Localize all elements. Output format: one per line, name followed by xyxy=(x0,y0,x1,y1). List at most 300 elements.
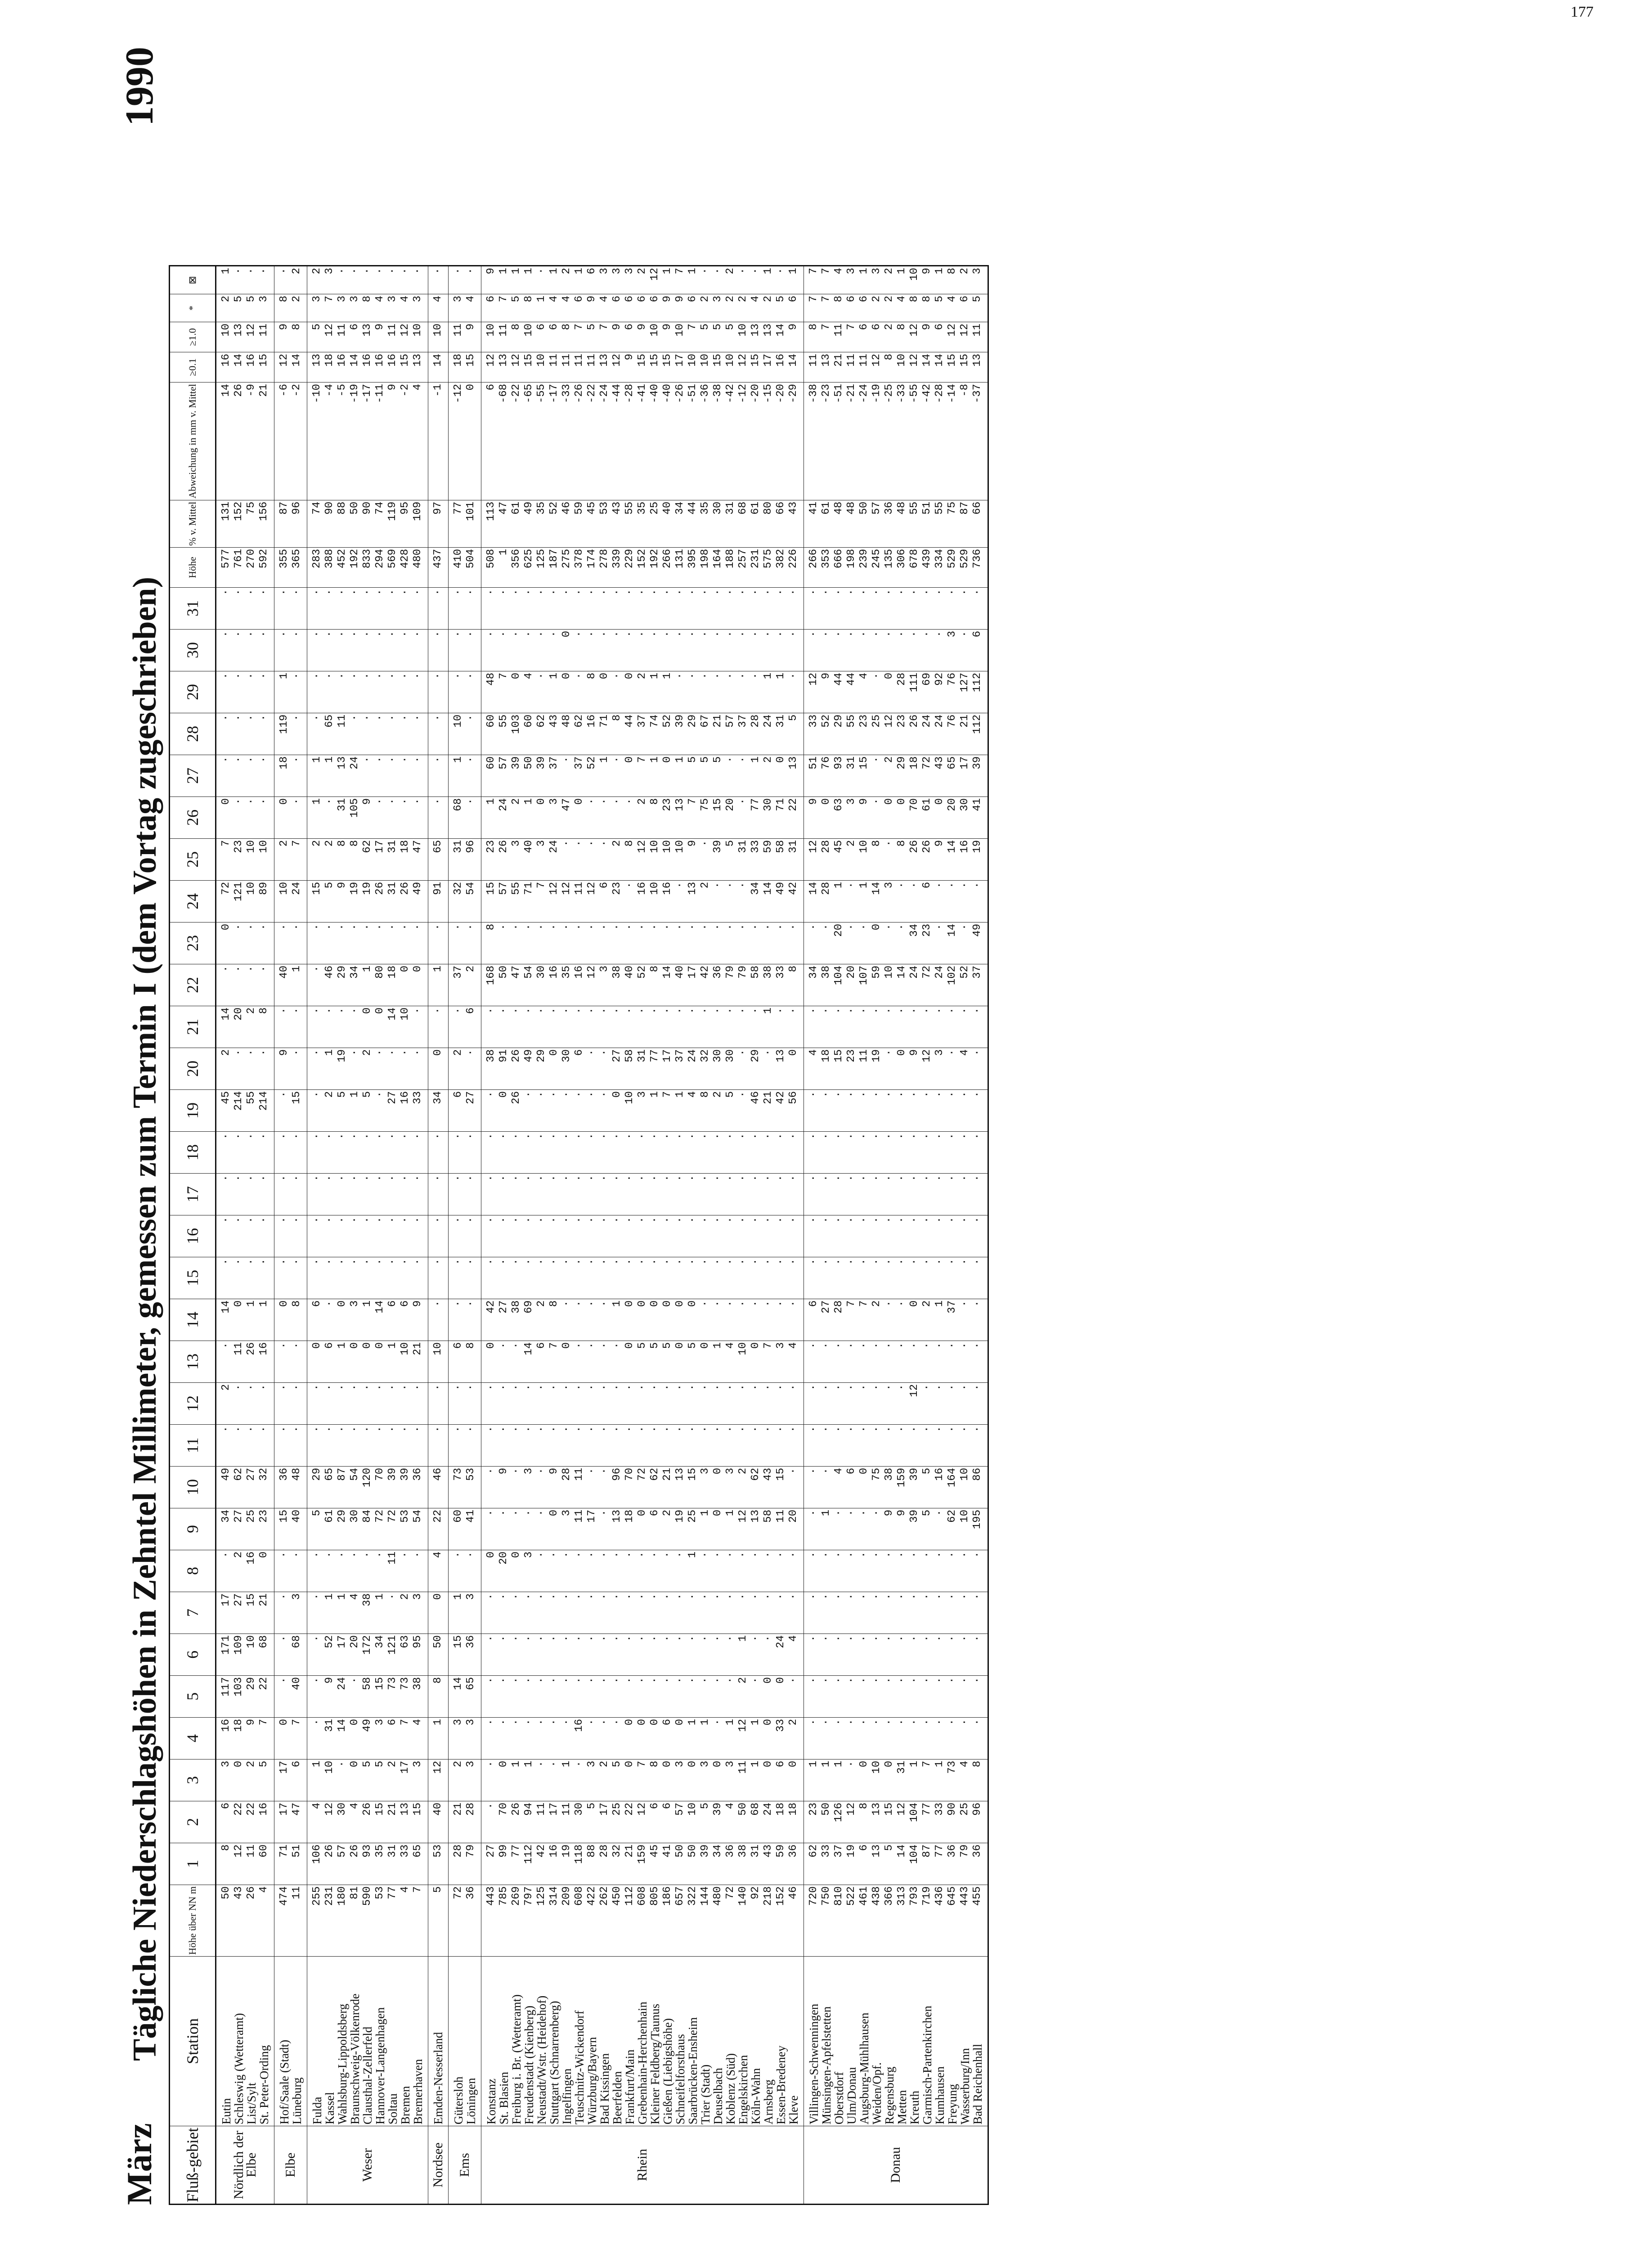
day-1-value: 19 xyxy=(845,1844,857,1858)
day-8-value: · xyxy=(323,1551,336,1558)
day-13-value: 21 xyxy=(412,1342,424,1355)
day-23-value: · xyxy=(245,923,257,931)
day-26-value: 77 xyxy=(750,798,762,811)
day-4-value: 1 xyxy=(724,1719,736,1726)
day-5-value: · xyxy=(908,1677,920,1684)
day-18-value: · xyxy=(611,1133,623,1140)
day-5-value-column xyxy=(449,1675,481,1717)
day-24-value: 121 xyxy=(233,882,245,902)
day-4-value-column xyxy=(307,1717,428,1759)
day-25-value: 19 xyxy=(971,840,983,853)
days-ge10: 6 xyxy=(535,324,548,330)
day-2-value: 5 xyxy=(586,1802,598,1809)
day-30-value: · xyxy=(452,630,464,638)
day-1-value: 28 xyxy=(598,1844,611,1858)
day-3-value: 73 xyxy=(946,1760,958,1774)
day-13-value: · xyxy=(573,1342,585,1349)
day-28-value: · xyxy=(465,714,477,721)
day-13-value: 6 xyxy=(535,1342,548,1349)
day-20-value: · xyxy=(311,1049,323,1056)
day-27-value: 15 xyxy=(858,756,870,770)
days-ge01: 17 xyxy=(674,354,686,367)
day-2-value: 30 xyxy=(573,1802,585,1816)
station-elevation: 474 xyxy=(278,1886,290,1906)
day-4-value: 1 xyxy=(699,1719,711,1726)
day-12-value: · xyxy=(649,1384,661,1391)
day-27-value: 5 xyxy=(687,756,699,763)
day-28-value: 67 xyxy=(699,714,711,728)
day-1-value: 106 xyxy=(311,1844,323,1864)
day-1-value: 32 xyxy=(611,1844,623,1858)
day-30-value: · xyxy=(636,630,648,638)
day-26-value: 47 xyxy=(561,798,573,811)
day-1-value: 59 xyxy=(775,1844,787,1858)
day-28-value: 60 xyxy=(523,714,535,728)
station-name: St. Peter-Ording xyxy=(257,2045,271,2125)
snow-days: 8 xyxy=(921,296,933,302)
day-29-value: 0 xyxy=(561,672,573,680)
day-26-value: 30 xyxy=(762,798,774,811)
day-7-value-column xyxy=(481,1592,804,1634)
day-23-value: · xyxy=(896,923,908,931)
day-1-value: 60 xyxy=(258,1844,270,1858)
day-16-value: · xyxy=(934,1216,946,1224)
day-25-value: 10 xyxy=(258,840,270,853)
day-22-value: 107 xyxy=(858,965,870,986)
day-10-value: 9 xyxy=(548,1467,560,1475)
station-elevation: 785 xyxy=(498,1886,510,1906)
day-13-value: 10 xyxy=(432,1342,444,1355)
day-2-value: 50 xyxy=(737,1802,749,1816)
day-30-value: · xyxy=(412,630,424,638)
day-14-value: 38 xyxy=(510,1300,522,1314)
snow-days: 4 xyxy=(432,296,444,302)
day-8-value: 11 xyxy=(386,1551,399,1565)
day-21-value: 8 xyxy=(258,1007,270,1014)
day-5-value: · xyxy=(946,1677,958,1684)
thunder-days: 7 xyxy=(808,268,820,274)
day-17-value: · xyxy=(311,1174,323,1182)
day-13-value: 26 xyxy=(245,1342,257,1355)
day-20-value: 30 xyxy=(712,1049,724,1062)
days-ge10: 5 xyxy=(311,324,323,330)
day-9-value: 29 xyxy=(336,1509,348,1523)
day-6-value: 121 xyxy=(386,1635,399,1655)
day-17-value: · xyxy=(687,1174,699,1182)
day-4-value: · xyxy=(946,1719,958,1726)
day-8-value: · xyxy=(833,1551,845,1558)
day-16-value: · xyxy=(775,1216,787,1224)
day-15-value: · xyxy=(498,1258,510,1265)
day-2-value: 11 xyxy=(535,1802,548,1816)
station-name: Arnsberg xyxy=(762,2079,775,2125)
day-25-value: 3 xyxy=(535,840,548,847)
day-29-value: 1 xyxy=(762,672,774,680)
day-21-value: · xyxy=(712,1007,724,1014)
day-31-value: · xyxy=(465,589,477,596)
station-name: Bad Kissingen xyxy=(598,2053,611,2125)
month-total: 382 xyxy=(775,549,787,569)
station-name: Bad Reichenhall xyxy=(971,2043,984,2125)
day-12-value: · xyxy=(349,1384,361,1391)
day-21-value: · xyxy=(323,1007,336,1014)
day-24-value: · xyxy=(896,882,908,889)
station-elevation-column xyxy=(428,1885,449,1956)
day-7-value-column xyxy=(307,1592,428,1634)
deviation: -68 xyxy=(498,384,510,404)
month-percent: 97 xyxy=(432,501,444,515)
thunder-days: 9 xyxy=(485,268,497,274)
day-15-value-column xyxy=(804,1257,988,1299)
day-3-value: 0 xyxy=(858,1760,870,1768)
month-total: 266 xyxy=(808,549,820,569)
day-13-value: 0 xyxy=(750,1342,762,1349)
region-row xyxy=(216,266,274,2205)
day-19-value: · xyxy=(523,1091,535,1098)
day-18-value: · xyxy=(724,1133,736,1140)
day-17-value: · xyxy=(611,1174,623,1182)
station-elevation: 590 xyxy=(361,1886,373,1906)
day-30-value: · xyxy=(278,630,290,638)
day-9-value: 5 xyxy=(311,1509,323,1516)
day-29-value: · xyxy=(291,672,303,680)
day-18-value: · xyxy=(883,1133,895,1140)
thunder-days: 7 xyxy=(674,268,686,274)
day-14-value: · xyxy=(699,1300,711,1307)
day-3-value: 5 xyxy=(361,1760,373,1768)
month-total: 306 xyxy=(896,549,908,569)
day-28-value-column xyxy=(216,713,274,755)
day-19-value: · xyxy=(485,1091,497,1098)
day-4-value: · xyxy=(871,1719,883,1726)
day-2-value: 8 xyxy=(858,1802,870,1809)
day-12-value: · xyxy=(787,1384,799,1391)
day-13-value: 6 xyxy=(323,1342,336,1349)
day-26-value: 30 xyxy=(959,798,971,811)
day-29-value: · xyxy=(311,672,323,680)
day-13-value-column xyxy=(307,1341,428,1382)
day-19-value: 2 xyxy=(712,1091,724,1098)
station-elevation: 322 xyxy=(687,1886,699,1906)
day-12-value-column xyxy=(481,1382,804,1424)
day-28-value: 24 xyxy=(762,714,774,728)
day-12-value: · xyxy=(971,1384,983,1391)
days-ge01: 14 xyxy=(291,354,303,367)
station-elevation: 231 xyxy=(323,1886,336,1906)
days-ge01: 13 xyxy=(598,354,611,367)
day-2-value: 26 xyxy=(510,1802,522,1816)
day-1-value: 39 xyxy=(699,1844,711,1858)
day-28-value: 8 xyxy=(611,714,623,721)
day-25-value: 59 xyxy=(762,840,774,853)
day-25-value: 31 xyxy=(386,840,399,853)
day-29-value: 48 xyxy=(485,672,497,686)
day-3-value: 5 xyxy=(611,1760,623,1768)
day-21-value: 2 xyxy=(245,1007,257,1014)
thunder-days-column xyxy=(428,266,449,294)
day-30-value: · xyxy=(245,630,257,638)
day-17-value: · xyxy=(598,1174,611,1182)
day-19-value: 45 xyxy=(220,1091,232,1104)
thunder-days: · xyxy=(452,268,464,274)
day-31-value: · xyxy=(485,589,497,596)
day-10-value: 62 xyxy=(233,1467,245,1481)
day-12-value: · xyxy=(833,1384,845,1391)
day-24-value: 2 xyxy=(699,882,711,889)
day-23-value: 34 xyxy=(908,923,920,937)
days-ge01: 13 xyxy=(311,354,323,367)
day-24-value: 15 xyxy=(485,882,497,895)
day-15-value: · xyxy=(712,1258,724,1265)
snow-days: 4 xyxy=(548,296,560,302)
day-5-value: 2 xyxy=(737,1677,749,1684)
day-16-value: · xyxy=(278,1216,290,1224)
day-2-value: 13 xyxy=(399,1802,411,1816)
day-29-value: · xyxy=(611,672,623,680)
day-14-value: · xyxy=(712,1300,724,1307)
day-3-value: 2 xyxy=(386,1760,399,1768)
day-25-value-column xyxy=(804,838,988,880)
day-25-value: 31 xyxy=(737,840,749,853)
day-14-value: 0 xyxy=(636,1300,648,1307)
day-1-value: 36 xyxy=(946,1844,958,1858)
day-17-value: · xyxy=(787,1174,799,1182)
day-3-value: 1 xyxy=(311,1760,323,1768)
day-8-value: · xyxy=(548,1551,560,1558)
day-23-value-column xyxy=(274,922,307,964)
day-21-value: 14 xyxy=(220,1007,232,1021)
day-5-value: 22 xyxy=(258,1677,270,1690)
day-20-value: · xyxy=(258,1049,270,1056)
day-26-value: 2 xyxy=(510,798,522,805)
header-monat-hoehe: Höhe xyxy=(170,547,216,587)
thunder-days: · xyxy=(374,268,386,274)
day-7-value: · xyxy=(510,1593,522,1600)
day-23-value: · xyxy=(808,923,820,931)
deviation: -40 xyxy=(661,384,673,404)
region-name: Elbe xyxy=(274,2126,307,2205)
day-4-value: 0 xyxy=(649,1719,661,1726)
day-10-value: 70 xyxy=(374,1467,386,1481)
day-27-value: · xyxy=(412,756,424,763)
day-29-value: 8 xyxy=(586,672,598,680)
day-23-value: · xyxy=(737,923,749,931)
month-total: 257 xyxy=(737,549,749,569)
station-name: Bremerhaven xyxy=(411,2059,425,2125)
deviation: -38 xyxy=(808,384,820,404)
snow-days: 2 xyxy=(699,296,711,302)
day-31-value-column xyxy=(804,587,988,629)
station-name: Villingen-Schwenningen xyxy=(807,2003,821,2125)
region-name: Weser xyxy=(307,2126,428,2205)
day-21-value: · xyxy=(674,1007,686,1014)
day-30-value-column xyxy=(274,629,307,671)
station-name: Soltau xyxy=(386,2093,400,2125)
day-16-value: · xyxy=(699,1216,711,1224)
day-13-value: 0 xyxy=(485,1342,497,1349)
month-total: 198 xyxy=(845,549,857,569)
day-21-value: · xyxy=(573,1007,585,1014)
day-5-value: · xyxy=(871,1677,883,1684)
day-31-value: · xyxy=(336,589,348,596)
day-7-value: · xyxy=(871,1593,883,1600)
day-16-value: · xyxy=(611,1216,623,1224)
day-15-value: · xyxy=(674,1258,686,1265)
day-2-value: 90 xyxy=(946,1802,958,1816)
day-11-value: · xyxy=(687,1426,699,1433)
day-6-value: · xyxy=(750,1635,762,1642)
day-2-value: 70 xyxy=(498,1802,510,1816)
day-4-value: · xyxy=(611,1719,623,1726)
day-2-value: 12 xyxy=(896,1802,908,1816)
day-22-value: 1 xyxy=(432,965,444,972)
days-ge01: 14 xyxy=(432,354,444,367)
day-26-value: · xyxy=(598,798,611,805)
thunder-days: 1 xyxy=(934,268,946,274)
day-22-value: 40 xyxy=(674,965,686,979)
day-11-value: · xyxy=(573,1426,585,1433)
day-2-value: 15 xyxy=(412,1802,424,1816)
day-16-value: · xyxy=(311,1216,323,1224)
day-22-value-column xyxy=(481,964,804,1006)
day-7-value: · xyxy=(586,1593,598,1600)
day-14-value: 1 xyxy=(934,1300,946,1307)
day-14-value: 3 xyxy=(349,1300,361,1307)
day-24-value: · xyxy=(624,882,636,889)
day-16-value: · xyxy=(485,1216,497,1224)
day-19-value: 5 xyxy=(724,1091,736,1098)
day-9-value: 9 xyxy=(896,1509,908,1516)
day-15-value: · xyxy=(787,1258,799,1265)
day-28-value: 33 xyxy=(808,714,820,728)
day-31-value: · xyxy=(787,589,799,596)
day-19-value: 0 xyxy=(611,1091,623,1098)
day-29-value: · xyxy=(336,672,348,680)
day-11-value: · xyxy=(820,1426,832,1433)
day-7-value: · xyxy=(808,1593,820,1600)
day-4-value: 0 xyxy=(674,1719,686,1726)
station-name: Gießen (Liebigshöhe) xyxy=(661,2018,674,2125)
day-1-value: 16 xyxy=(548,1844,560,1858)
day-29-value: 112 xyxy=(971,672,983,693)
day-7-value: · xyxy=(896,1593,908,1600)
day-4-value: 1 xyxy=(750,1719,762,1726)
day-20-value: · xyxy=(598,1049,611,1056)
day-29-value: · xyxy=(724,672,736,680)
day-28-value: 76 xyxy=(946,714,958,728)
day-8-value-column xyxy=(804,1550,988,1592)
day-18-value: · xyxy=(349,1133,361,1140)
day-18-value: · xyxy=(535,1133,548,1140)
day-30-value: · xyxy=(674,630,686,638)
day-5-value: · xyxy=(808,1677,820,1684)
day-25-value-column xyxy=(216,838,274,880)
day-12-value: · xyxy=(611,1384,623,1391)
month-percent: 35 xyxy=(699,501,711,515)
day-14-value-column xyxy=(804,1299,988,1341)
day-18-value: · xyxy=(561,1133,573,1140)
day-20-value: 2 xyxy=(220,1049,232,1056)
day-20-value: 38 xyxy=(485,1049,497,1062)
day-1-value: 71 xyxy=(278,1844,290,1858)
day-15-value: · xyxy=(946,1258,958,1265)
day-23-value: · xyxy=(934,923,946,931)
day-18-value: · xyxy=(624,1133,636,1140)
day-7-value: · xyxy=(775,1593,787,1600)
day-12-value: · xyxy=(858,1384,870,1391)
day-5-value: · xyxy=(921,1677,933,1684)
day-20-value: · xyxy=(386,1049,399,1056)
day-11-value: · xyxy=(523,1426,535,1433)
day-10-value: 3 xyxy=(699,1467,711,1475)
day-12-value: · xyxy=(485,1384,497,1391)
station-elevation-column xyxy=(216,1885,274,1956)
day-28-value: 31 xyxy=(775,714,787,728)
header-day-27: 27 xyxy=(170,755,216,796)
day-26-value: · xyxy=(586,798,598,805)
day-6-value: · xyxy=(724,1635,736,1642)
month-percent: 75 xyxy=(245,501,257,515)
day-28-value: 21 xyxy=(959,714,971,728)
day-23-value: · xyxy=(845,923,857,931)
day-26-value: · xyxy=(374,798,386,805)
day-27-value: 1 xyxy=(452,756,464,763)
days-ge01: 14 xyxy=(233,354,245,367)
day-16-value: · xyxy=(586,1216,598,1224)
day-21-value: · xyxy=(548,1007,560,1014)
station-elevation: 5 xyxy=(432,1886,444,1893)
days-ge01: 11 xyxy=(561,354,573,367)
header-hoehe: Höhe über NN m xyxy=(170,1885,216,1956)
day-17-value: · xyxy=(883,1174,895,1182)
day-27-value: · xyxy=(561,756,573,763)
day-4-value: 0 xyxy=(349,1719,361,1726)
header-day-19: 19 xyxy=(170,1089,216,1131)
day-16-value: · xyxy=(896,1216,908,1224)
day-24-value-column xyxy=(804,880,988,922)
day-28-value: 5 xyxy=(787,714,799,721)
day-17-value: · xyxy=(361,1174,373,1182)
day-22-value: 59 xyxy=(871,965,883,979)
day-10-value: · xyxy=(820,1467,832,1475)
day-26-value-column xyxy=(274,796,307,838)
day-29-value: · xyxy=(674,672,686,680)
day-28-value-column xyxy=(481,713,804,755)
day-11-value: · xyxy=(220,1426,232,1433)
day-25-value: 31 xyxy=(452,840,464,853)
day-10-value: 36 xyxy=(278,1467,290,1481)
day-22-value: 37 xyxy=(452,965,464,979)
day-13-value: 1 xyxy=(712,1342,724,1349)
day-2-value: 15 xyxy=(374,1802,386,1816)
day-12-value: · xyxy=(699,1384,711,1391)
day-30-value: · xyxy=(465,630,477,638)
day-12-value: · xyxy=(871,1384,883,1391)
day-13-value: 10 xyxy=(737,1342,749,1355)
station-name: Weiden/Opf. xyxy=(870,2062,884,2125)
day-7-value-column xyxy=(449,1592,481,1634)
day-23-value: · xyxy=(510,923,522,931)
day-23-value: · xyxy=(611,923,623,931)
day-10-value: · xyxy=(586,1467,598,1475)
day-1-value: 33 xyxy=(399,1844,411,1858)
day-1-value: 50 xyxy=(687,1844,699,1858)
day-27-value-column xyxy=(274,755,307,796)
day-11-value-column xyxy=(274,1424,307,1466)
day-11-value: · xyxy=(432,1426,444,1433)
month-percent: 75 xyxy=(946,501,958,515)
day-14-value: · xyxy=(452,1300,464,1307)
